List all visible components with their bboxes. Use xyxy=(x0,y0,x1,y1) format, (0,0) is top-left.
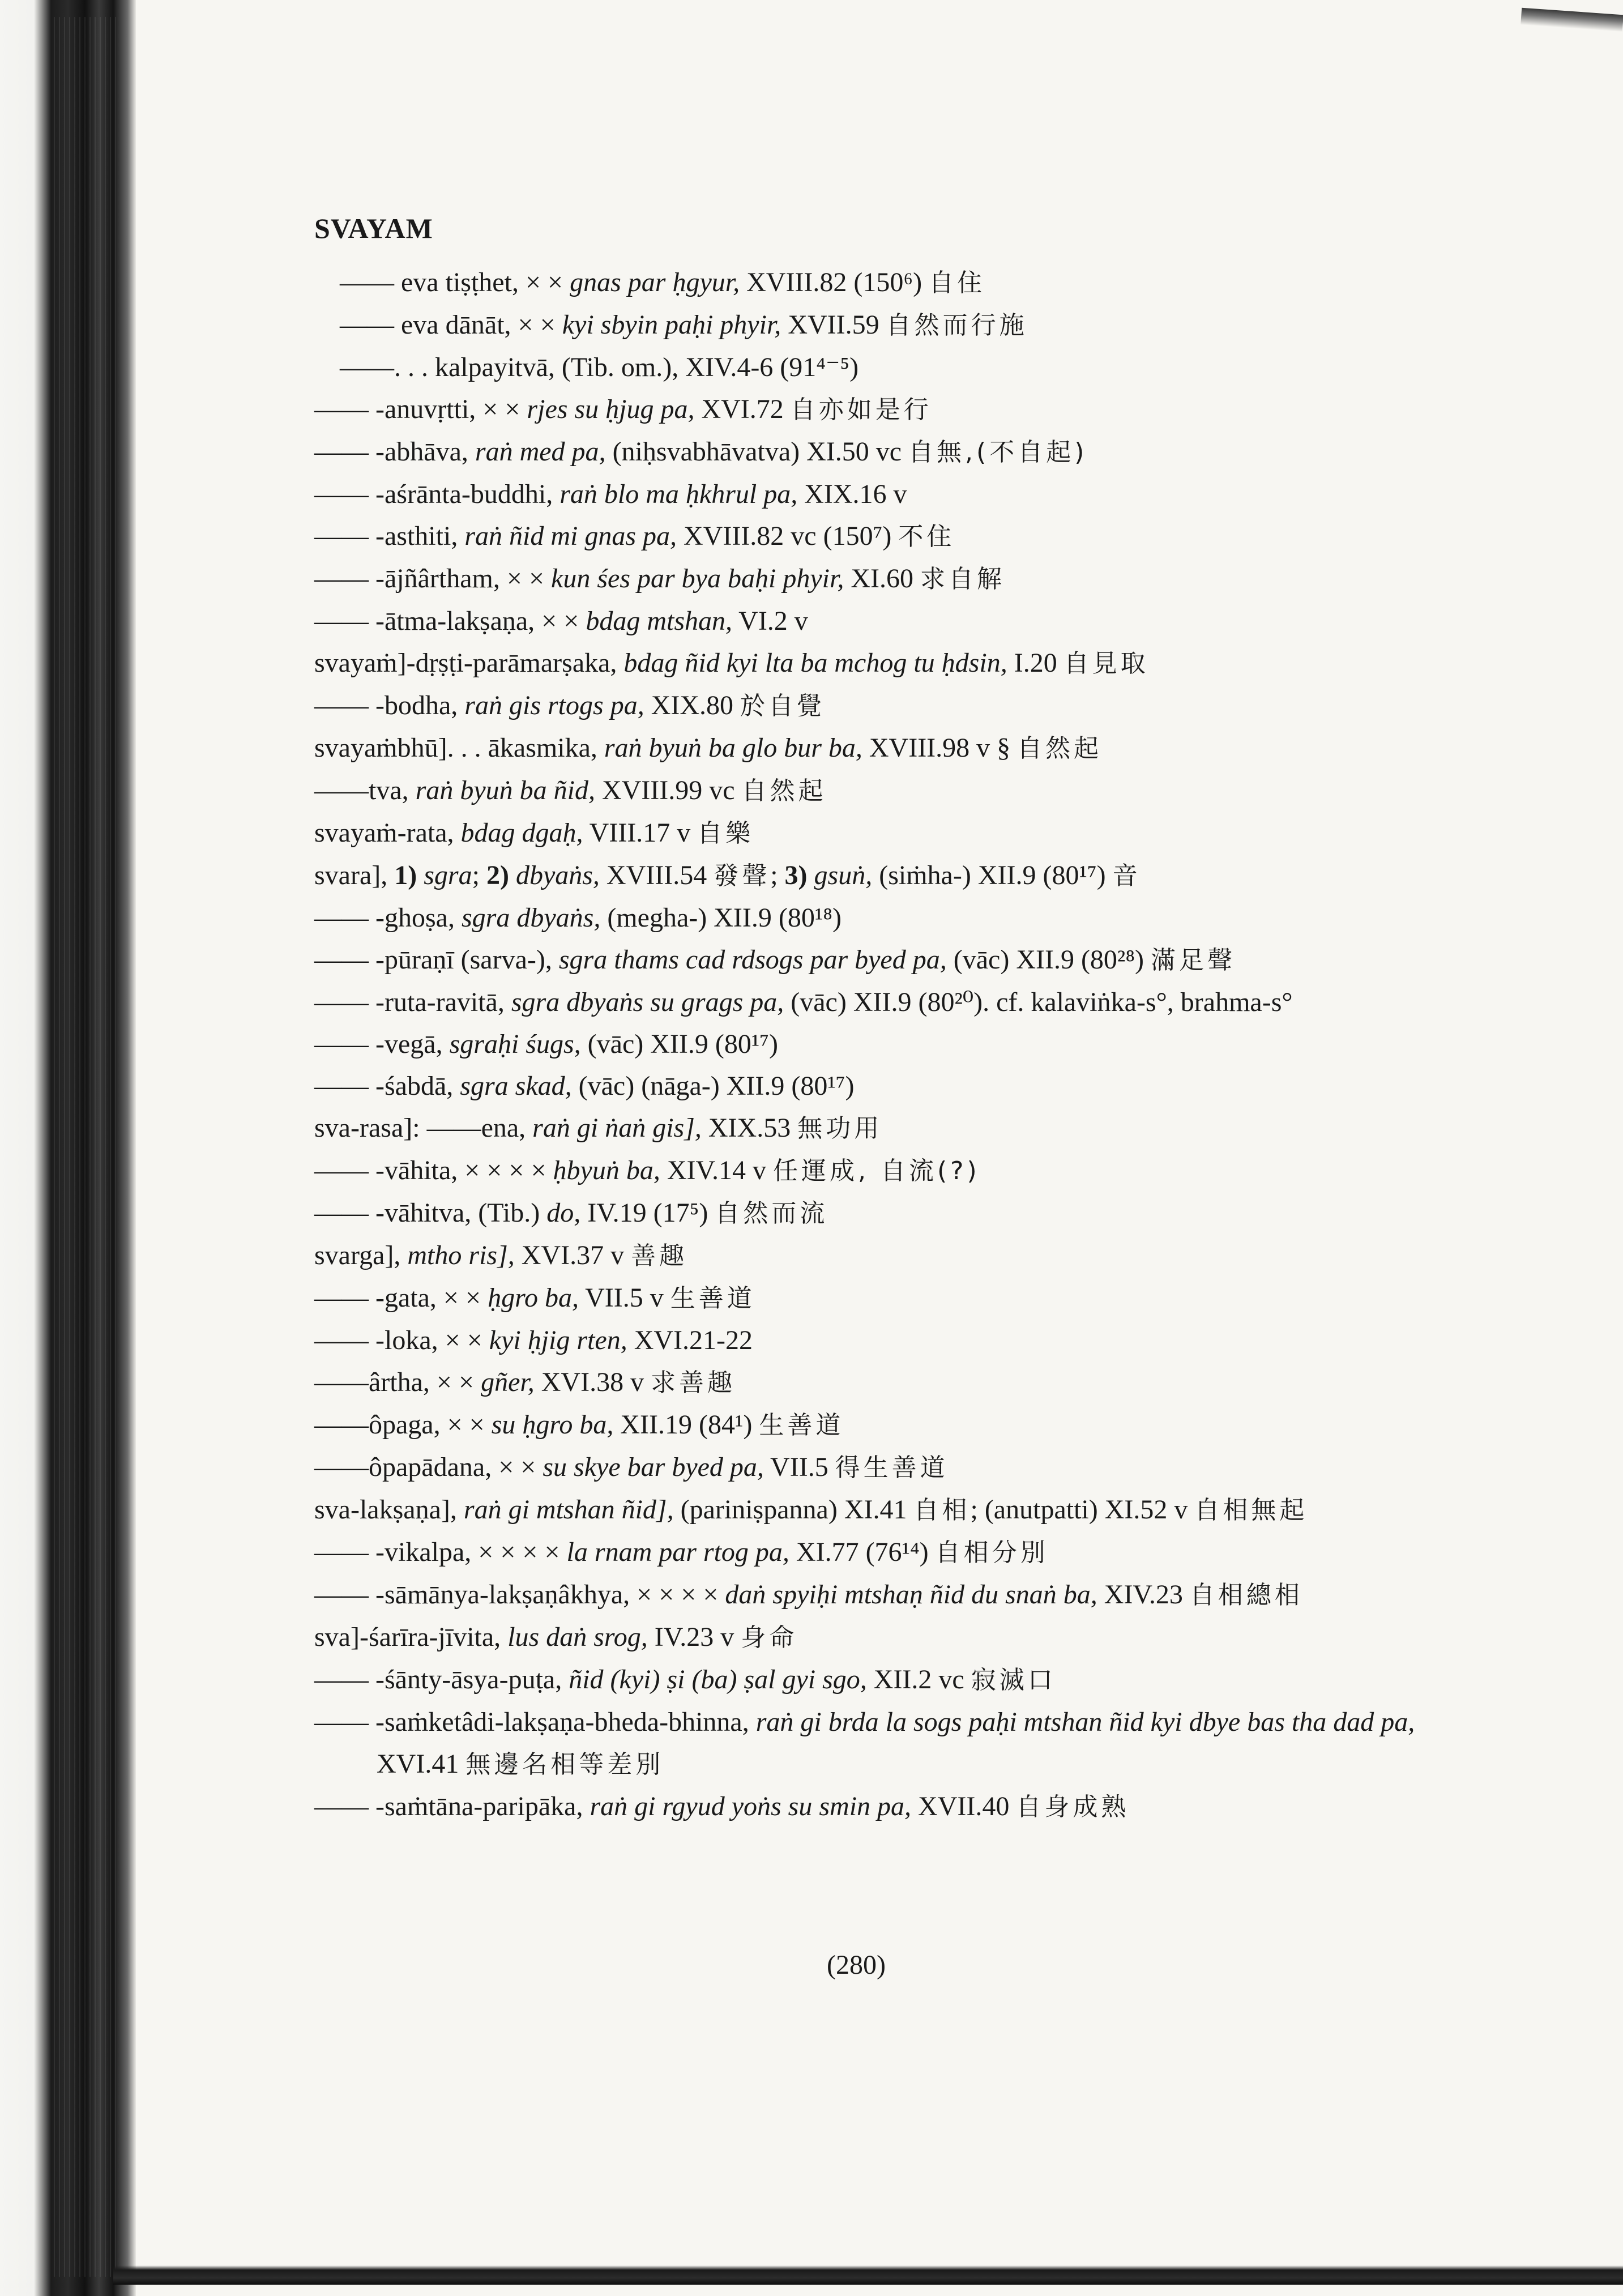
entry-text: XVI.72 xyxy=(694,394,791,424)
page-number: (280) xyxy=(827,1950,886,1980)
entry-text: —— -bodha, xyxy=(314,690,465,720)
entry-text: (vāc) XII.9 (80²⁸) xyxy=(946,945,1151,975)
chinese-equivalent: 無邊名相等差別 xyxy=(465,1750,664,1779)
entry-text: svayaṁbhū]. . . ākasmika, xyxy=(314,733,604,763)
entry-text: VII.5 v xyxy=(578,1283,670,1313)
dictionary-entry xyxy=(314,1616,1447,1659)
entry-text: ; xyxy=(472,860,486,890)
entry-text: (vāc) XII.9 (80²⁰). cf. kalaviṅka-s°, brahma-s° xyxy=(784,987,1293,1017)
dictionary-entry xyxy=(314,262,1447,304)
tibetan-equivalent: bdag dgaḥ, xyxy=(460,818,583,848)
tibetan-equivalent: sgra skad, xyxy=(460,1071,572,1101)
entry-text: ——ôpapādana, × × xyxy=(314,1452,543,1482)
sense-number: 3) xyxy=(784,860,808,890)
chinese-equivalent: 自無,(不自起) xyxy=(908,438,1088,467)
entry-text: —— -ghoṣa, xyxy=(314,903,462,933)
entry-text: (vāc) (nāga-) XII.9 (80¹⁷) xyxy=(571,1071,855,1101)
entry-text: —— -sāmānya-lakṣaṇâkhya, × × × × xyxy=(314,1580,725,1610)
tibetan-equivalent: sgra thams cad rdsogs par byed pa, xyxy=(558,945,947,975)
entry-text: XIV.23 xyxy=(1097,1580,1190,1610)
tibetan-equivalent: rjes su ḥjug pa, xyxy=(527,394,695,424)
entry-text: —— -ruta-ravitā, xyxy=(314,987,511,1017)
entry-text: XIX.16 v xyxy=(797,479,907,509)
tibetan-equivalent: kyi sbyin paḥi phyir, xyxy=(562,310,781,340)
chinese-equivalent: 自住 xyxy=(929,268,986,297)
chinese-equivalent: 無功用 xyxy=(797,1114,883,1143)
chinese-equivalent: 自身成熟 xyxy=(1016,1793,1130,1821)
entry-text: XVI.37 v xyxy=(514,1240,631,1270)
chinese-equivalent: 自然而流 xyxy=(715,1199,828,1228)
page-heading: SVAYAM xyxy=(314,212,433,244)
entry-text: svayaṁ]-dṛṣṭi-parāmarṣaka, xyxy=(314,648,624,678)
dictionary-entry xyxy=(314,1489,1447,1531)
entry-text: —— -loka, × × xyxy=(314,1325,489,1355)
dictionary-entry xyxy=(314,558,1447,600)
tibetan-equivalent: sgraḥi śugs, xyxy=(449,1029,581,1059)
chinese-equivalent: 寂滅口 xyxy=(971,1666,1056,1695)
tibetan-equivalent: kun śes par bya baḥi phyir, xyxy=(551,564,844,594)
tibetan-equivalent: raṅ gi rgyud yoṅs su smin pa, xyxy=(590,1791,912,1821)
chinese-equivalent: 得生善道 xyxy=(835,1453,949,1482)
entry-text: (pariniṣpanna) XI.41 xyxy=(673,1495,914,1525)
entry-text: XVIII.82 (150⁶) xyxy=(740,267,929,297)
entry-text: XVIII.98 v § xyxy=(862,733,1018,763)
entry-text: ——ârtha, × × xyxy=(314,1367,481,1397)
tibetan-equivalent: ñid (kyi) ṣi (ba) ṣal gyi sgo, xyxy=(569,1665,867,1695)
entry-text: ——. . . kalpayitvā, (Tib. om.), XIV.4-6 (91⁴⁻⁵) xyxy=(340,352,859,382)
chinese-equivalent: 身命 xyxy=(741,1623,798,1652)
tibetan-equivalent: sgra dbyaṅs su grags pa, xyxy=(511,987,784,1017)
entry-text: —— -śabdā, xyxy=(314,1071,460,1101)
entry-text: —— -gata, × × xyxy=(314,1283,488,1313)
tibetan-equivalent: sgra xyxy=(424,860,472,890)
page-edges xyxy=(54,17,116,2277)
tibetan-equivalent: mtho ris], xyxy=(407,1240,515,1270)
dictionary-entry xyxy=(314,770,1447,812)
entry-text: VI.2 v xyxy=(732,606,808,636)
entry-text: svarga], xyxy=(314,1240,408,1270)
entry-text: IV.23 v xyxy=(647,1622,741,1652)
chinese-equivalent: 發聲 xyxy=(714,861,771,890)
dictionary-entry xyxy=(314,1277,1447,1320)
tibetan-equivalent: la rnam par rtog pa, xyxy=(566,1537,789,1567)
entry-text: XVIII.54 xyxy=(599,860,714,890)
chinese-equivalent: 自亦如是行 xyxy=(790,395,932,424)
entry-text: XIV.14 v xyxy=(660,1155,773,1185)
entry-text: XVII.59 xyxy=(781,310,886,340)
dictionary-entry xyxy=(314,304,1447,347)
entry-text: svayaṁ-rata, xyxy=(314,818,461,848)
chinese-equivalent: 自相總相 xyxy=(1189,1581,1303,1610)
entry-text: —— -pūraṇī (sarva-), xyxy=(314,945,559,975)
tibetan-equivalent: raṅ byuṅ ba ñid, xyxy=(415,775,595,805)
entry-text: I.20 xyxy=(1007,648,1064,678)
tibetan-equivalent: sgra dbyaṅs, xyxy=(461,903,601,933)
tibetan-equivalent: raṅ gi ṅaṅ gis], xyxy=(532,1113,702,1143)
entry-text: sva]-śarīra-jīvita, xyxy=(314,1622,508,1652)
dictionary-entry xyxy=(314,1107,1447,1150)
tibetan-equivalent: kyi ḥjig rten, xyxy=(489,1325,627,1355)
entry-text: XVIII.82 vc (150⁷) xyxy=(677,521,899,551)
dictionary-entry xyxy=(314,431,1447,473)
entry-text: XII.19 (84¹) xyxy=(613,1410,759,1440)
entry-text: VIII.17 v xyxy=(583,818,698,848)
entry-text: XVII.40 xyxy=(911,1791,1016,1821)
dictionary-entry xyxy=(314,1404,1447,1446)
entry-text: —— -vegā, xyxy=(314,1029,450,1059)
dictionary-entry xyxy=(314,1150,1447,1192)
entry-text: XIX.53 xyxy=(701,1113,798,1143)
entry-text: —— -saṁketâdi-lakṣaṇa-bheda-bhinna, xyxy=(314,1707,756,1737)
tibetan-equivalent: gñer, xyxy=(481,1367,535,1397)
tibetan-equivalent: ḥbyuṅ ba, xyxy=(553,1155,660,1185)
chinese-equivalent: 自相分別 xyxy=(935,1538,1049,1567)
page-corner-shadow xyxy=(1521,8,1623,32)
dictionary-entry xyxy=(314,642,1447,685)
dictionary-entry xyxy=(314,1786,1447,1828)
sense-number: 1) xyxy=(394,860,417,890)
sense-number: 2) xyxy=(486,860,509,890)
entry-text: IV.19 (17⁵) xyxy=(580,1198,715,1228)
tibetan-equivalent: su skye bar byed pa, xyxy=(543,1452,764,1482)
entry-text: —— -ājñârtham, × × xyxy=(314,564,552,594)
dictionary-entry xyxy=(314,812,1447,855)
chinese-equivalent: 自然而行施 xyxy=(886,311,1028,340)
dictionary-entry xyxy=(314,939,1447,981)
tibetan-equivalent: raṅ gi brda la sogs paḥi mtshan ñid kyi dbye bas tha dad pa, xyxy=(755,1707,1415,1737)
entry-text: XI.60 xyxy=(844,564,920,594)
entry-text: (megha-) XII.9 (80¹⁸) xyxy=(600,903,842,933)
chinese-equivalent: 求善趣 xyxy=(651,1368,736,1397)
entry-list xyxy=(314,262,1447,1828)
book-spine-shadow xyxy=(0,0,136,2296)
entry-text: —— -vikalpa, × × × × xyxy=(314,1537,567,1567)
entry-text: VII.5 xyxy=(763,1452,835,1482)
dictionary-entry xyxy=(314,1574,1447,1616)
entry-text: ; xyxy=(770,860,785,890)
dictionary-entry xyxy=(314,727,1447,770)
entry-text: —— -śānty-āsya-puṭa, xyxy=(314,1665,569,1695)
entry-text: —— -aśrānta-buddhi, xyxy=(314,479,560,509)
chinese-equivalent: 自樂 xyxy=(697,819,754,848)
chinese-equivalent: 不住 xyxy=(898,522,955,551)
tibetan-equivalent: raṅ med pa, xyxy=(475,437,606,467)
entry-text: ——ôpaga, × × xyxy=(314,1410,492,1440)
dictionary-entry xyxy=(314,1192,1447,1235)
entry-text: XIX.80 xyxy=(644,690,740,720)
dictionary-entry xyxy=(314,515,1447,558)
chinese-equivalent: 音 xyxy=(1112,861,1141,890)
tibetan-equivalent: ḥgro ba, xyxy=(488,1283,579,1313)
entry-text: (siṁha-) XII.9 (80¹⁷) xyxy=(872,860,1113,890)
chinese-equivalent: 任運成, 自流(?) xyxy=(772,1156,980,1185)
chinese-equivalent: 滿足聲 xyxy=(1151,946,1236,975)
dictionary-page xyxy=(314,210,1447,1828)
entry-text: (niḥsvabhāvatva) XI.50 vc xyxy=(605,437,909,467)
tibetan-equivalent: gsuṅ, xyxy=(814,860,873,890)
dictionary-entry xyxy=(314,685,1447,727)
dictionary-entry xyxy=(314,1446,1447,1489)
dictionary-entry xyxy=(314,897,1447,939)
entry-text: sva-rasa]: ——ena, xyxy=(314,1113,533,1143)
entry-text: —— eva tiṣṭhet, × × xyxy=(340,267,570,297)
entry-text xyxy=(417,860,424,890)
dictionary-entry xyxy=(314,1023,1447,1065)
tibetan-equivalent: raṅ gi mtshan ñid], xyxy=(463,1495,674,1525)
chinese-equivalent: 善趣 xyxy=(631,1241,688,1270)
dictionary-entry xyxy=(314,1235,1447,1277)
tibetan-equivalent: bdag ñid kyi lta ba mchog tu ḥdsin, xyxy=(623,648,1007,678)
tibetan-equivalent: gnas par ḥgyur, xyxy=(570,267,740,297)
chinese-equivalent: 自相無起 xyxy=(1194,1496,1308,1525)
entry-text: (vāc) XII.9 (80¹⁷) xyxy=(580,1029,778,1059)
entry-text: —— -vāhitva, (Tib.) xyxy=(314,1198,547,1228)
dictionary-entry xyxy=(314,1320,1447,1362)
entry-text: sva-lakṣaṇa], xyxy=(314,1495,464,1525)
entry-text xyxy=(509,860,516,890)
entry-text: XII.2 vc xyxy=(866,1665,971,1695)
entry-text: XVI.38 v xyxy=(534,1367,651,1397)
chinese-equivalent: 於自覺 xyxy=(740,692,825,720)
tibetan-equivalent: raṅ ñid mi gnas pa, xyxy=(464,521,677,551)
entry-text: ——tva, xyxy=(314,775,416,805)
chinese-equivalent: 生善道 xyxy=(670,1284,755,1313)
chinese-equivalent: 自相 xyxy=(913,1496,971,1525)
dictionary-entry xyxy=(314,1065,1447,1107)
dictionary-entry xyxy=(314,347,1447,389)
entry-text: —— -anuvṛtti, × × xyxy=(314,394,527,424)
entry-text: XVIII.99 vc xyxy=(595,775,742,805)
dictionary-entry xyxy=(314,855,1447,897)
dictionary-entry xyxy=(314,1362,1447,1404)
dictionary-entry xyxy=(314,473,1447,515)
entry-text: XVI.41 xyxy=(377,1749,466,1779)
chinese-equivalent: 自見取 xyxy=(1064,649,1149,678)
entry-text: —— -saṁtāna-paripāka, xyxy=(314,1791,590,1821)
tibetan-equivalent: su ḥgro ba, xyxy=(491,1410,614,1440)
bottom-page-edge xyxy=(113,2265,1623,2285)
dictionary-entry xyxy=(314,389,1447,431)
entry-text: —— -ātma-lakṣaṇa, × × xyxy=(314,606,586,636)
entry-text: svara], xyxy=(314,860,395,890)
tibetan-equivalent: daṅ spyiḥi mtshaṇ ñid du snaṅ ba, xyxy=(725,1580,1097,1610)
entry-text: —— -abhāva, xyxy=(314,437,475,467)
entry-text: —— -vāhita, × × × × xyxy=(314,1155,553,1185)
dictionary-entry xyxy=(314,1531,1447,1574)
entry-text: XVI.21-22 xyxy=(627,1325,753,1355)
chinese-equivalent: 求自解 xyxy=(920,565,1005,594)
entry-text: ; (anutpatti) XI.52 v xyxy=(970,1495,1195,1525)
tibetan-equivalent: lus daṅ srog, xyxy=(507,1622,648,1652)
tibetan-equivalent: raṅ gis rtogs pa, xyxy=(464,690,644,720)
entry-text xyxy=(808,860,814,890)
tibetan-equivalent: dbyaṅs, xyxy=(515,860,600,890)
chinese-equivalent: 自然起 xyxy=(1017,734,1103,763)
entry-text: —— -asthiti, xyxy=(314,521,465,551)
dictionary-entry xyxy=(314,600,1447,642)
tibetan-equivalent: raṅ byuṅ ba glo bur ba, xyxy=(604,733,862,763)
chinese-equivalent: 生善道 xyxy=(759,1411,844,1440)
dictionary-entry xyxy=(314,981,1447,1023)
tibetan-equivalent: do, xyxy=(546,1198,581,1228)
dictionary-entry xyxy=(314,1659,1447,1701)
tibetan-equivalent: bdag mtshan, xyxy=(586,606,733,636)
tibetan-equivalent: raṅ blo ma ḥkhrul pa, xyxy=(559,479,798,509)
chinese-equivalent: 自然起 xyxy=(741,776,827,805)
entry-text: —— eva dānāt, × × xyxy=(340,310,562,340)
entry-text: XI.77 (76¹⁴) xyxy=(789,1537,936,1567)
dictionary-entry xyxy=(314,1701,1447,1786)
